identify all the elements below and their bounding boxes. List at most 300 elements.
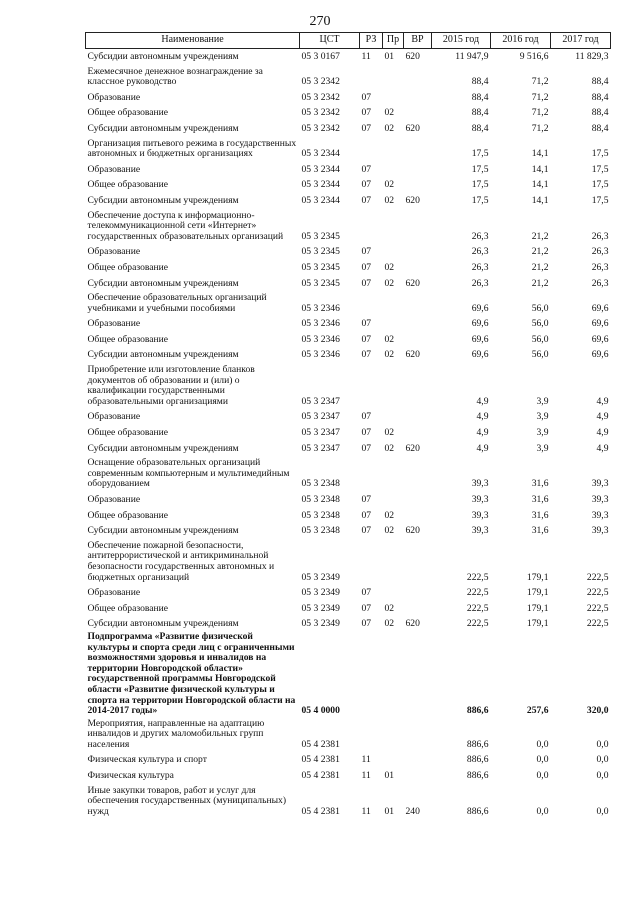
row-name: Организация питьевого режима в государственных автономных и бюджетных организациях bbox=[87, 137, 297, 160]
row-name: Субсидии автономным учреждениям bbox=[87, 442, 239, 454]
row-2016: 21,2 bbox=[531, 246, 549, 258]
row-pr bbox=[383, 632, 404, 717]
row-name: Субсидии автономным учреждениям bbox=[87, 618, 239, 630]
row-rz: 07 bbox=[361, 333, 372, 345]
table-row bbox=[86, 441, 611, 457]
row-cst: 05 3 2344 bbox=[301, 163, 340, 175]
budget-table bbox=[85, 32, 611, 819]
table-row bbox=[86, 752, 611, 768]
row-vr: 620 bbox=[405, 194, 420, 206]
table-row bbox=[86, 363, 611, 409]
table-row bbox=[86, 276, 611, 292]
row-name: Физическая культура bbox=[87, 770, 174, 782]
row-vr bbox=[404, 90, 432, 106]
row-2015: 222,5 bbox=[466, 602, 489, 614]
table-row bbox=[86, 784, 611, 820]
row-2017: 222,5 bbox=[586, 602, 609, 614]
table-row bbox=[86, 332, 611, 348]
row-cst: 05 3 2345 bbox=[301, 261, 340, 273]
row-name: Образование bbox=[87, 587, 141, 599]
row-name: Мероприятия, направленные на адаптацию инвалидов и других маломобильных групп населения bbox=[87, 717, 265, 750]
table-row bbox=[86, 49, 611, 65]
row-2016: 56,0 bbox=[531, 333, 549, 345]
table-row bbox=[86, 244, 611, 260]
row-rz: 07 bbox=[361, 411, 372, 423]
row-vr bbox=[404, 260, 432, 276]
table-body bbox=[86, 49, 611, 820]
row-2017: 26,3 bbox=[591, 261, 609, 273]
row-pr: 02 bbox=[384, 261, 395, 273]
row-cst: 05 3 2347 bbox=[301, 411, 340, 423]
row-rz bbox=[360, 539, 383, 585]
row-rz: 07 bbox=[361, 618, 372, 630]
row-rz: 07 bbox=[361, 509, 372, 521]
row-cst: 05 4 2381 bbox=[301, 770, 340, 782]
row-2015: 39,3 bbox=[471, 509, 489, 521]
row-pr: 02 bbox=[384, 333, 395, 345]
row-name: Субсидии автономным учреждениям bbox=[87, 525, 239, 537]
row-2016: 21,2 bbox=[531, 277, 549, 289]
row-pr: 02 bbox=[384, 107, 395, 119]
header-rz: РЗ bbox=[360, 33, 383, 49]
row-2017: 4,9 bbox=[596, 395, 609, 407]
row-pr: 02 bbox=[384, 509, 395, 521]
row-rz: 07 bbox=[361, 179, 372, 191]
row-2017: 17,5 bbox=[591, 148, 609, 160]
row-2016: 257,6 bbox=[526, 705, 549, 717]
row-name: Ежемесячное денежное вознаграждение за классное руководство bbox=[87, 65, 263, 88]
row-rz: 07 bbox=[361, 107, 372, 119]
row-vr bbox=[404, 585, 432, 601]
row-vr: 620 bbox=[405, 277, 420, 289]
header-vr: ВР bbox=[404, 33, 432, 49]
row-cst: 05 3 2347 bbox=[301, 427, 340, 439]
row-2017: 39,3 bbox=[591, 525, 609, 537]
row-rz bbox=[360, 65, 383, 90]
row-rz: 07 bbox=[361, 163, 372, 175]
row-pr bbox=[383, 90, 404, 106]
row-pr: 02 bbox=[384, 179, 395, 191]
row-cst: 05 3 2342 bbox=[301, 122, 340, 134]
row-pr: 01 bbox=[384, 51, 395, 62]
table-row bbox=[86, 260, 611, 276]
row-rz: 07 bbox=[361, 427, 372, 439]
row-name: Общее образование bbox=[87, 107, 169, 119]
row-cst: 05 3 2346 bbox=[301, 318, 340, 330]
row-rz: 07 bbox=[361, 122, 372, 134]
table-row bbox=[86, 177, 611, 193]
row-2016: 56,0 bbox=[531, 318, 549, 330]
row-vr bbox=[404, 137, 432, 162]
row-2016: 3,9 bbox=[536, 395, 549, 407]
row-pr: 02 bbox=[384, 525, 395, 537]
row-2016: 21,2 bbox=[531, 230, 549, 242]
header-2017: 2017 год bbox=[551, 33, 611, 49]
table-row bbox=[86, 90, 611, 106]
row-pr bbox=[383, 717, 404, 753]
row-2016: 9 516,6 bbox=[519, 51, 549, 62]
table-row bbox=[86, 768, 611, 784]
row-2015: 26,3 bbox=[471, 261, 489, 273]
row-rz: 07 bbox=[361, 349, 372, 361]
row-cst: 05 3 2348 bbox=[301, 478, 340, 490]
row-vr bbox=[404, 508, 432, 524]
row-2015: 4,9 bbox=[476, 411, 489, 423]
row-vr bbox=[404, 456, 432, 492]
row-vr bbox=[404, 105, 432, 121]
row-pr: 02 bbox=[384, 349, 395, 361]
row-cst: 05 3 2342 bbox=[301, 91, 340, 103]
row-2017: 88,4 bbox=[591, 122, 609, 134]
row-2017: 222,5 bbox=[586, 587, 609, 599]
row-2017: 88,4 bbox=[591, 76, 609, 88]
row-2017: 222,5 bbox=[586, 618, 609, 630]
row-cst: 05 3 2345 bbox=[301, 246, 340, 258]
row-2015: 222,5 bbox=[466, 587, 489, 599]
row-cst: 05 3 0167 bbox=[301, 51, 340, 62]
row-2016: 56,0 bbox=[531, 349, 549, 361]
table-row bbox=[86, 539, 611, 585]
row-name: Общее образование bbox=[87, 261, 169, 273]
row-name: Субсидии автономным учреждениям bbox=[87, 122, 239, 134]
row-pr: 02 bbox=[384, 122, 395, 134]
row-cst: 05 3 2349 bbox=[301, 587, 340, 599]
table-row bbox=[86, 632, 611, 717]
table-row bbox=[86, 162, 611, 178]
row-pr bbox=[383, 585, 404, 601]
row-name: Физическая культура и спорт bbox=[87, 754, 207, 766]
table-row bbox=[86, 316, 611, 332]
row-2017: 39,3 bbox=[591, 478, 609, 490]
row-vr bbox=[404, 177, 432, 193]
page-number: 270 bbox=[309, 14, 331, 29]
row-2016: 0,0 bbox=[536, 754, 549, 766]
row-rz: 07 bbox=[361, 587, 372, 599]
row-2016: 179,1 bbox=[526, 571, 549, 583]
table-row bbox=[86, 105, 611, 121]
table-row bbox=[86, 193, 611, 209]
row-name: Образование bbox=[87, 246, 141, 258]
row-pr: 02 bbox=[384, 427, 395, 439]
row-cst: 05 3 2347 bbox=[301, 442, 340, 454]
row-vr bbox=[404, 409, 432, 425]
row-rz: 07 bbox=[361, 194, 372, 206]
row-vr bbox=[404, 363, 432, 409]
row-rz: 11 bbox=[361, 805, 371, 817]
row-name: Субсидии автономным учреждениям bbox=[87, 277, 239, 289]
row-2015: 222,5 bbox=[466, 571, 489, 583]
row-2015: 17,5 bbox=[471, 148, 489, 160]
row-cst: 05 3 2342 bbox=[301, 107, 340, 119]
row-vr bbox=[404, 316, 432, 332]
row-2015: 17,5 bbox=[471, 179, 489, 191]
row-name: Общее образование bbox=[87, 333, 169, 345]
row-rz bbox=[360, 456, 383, 492]
row-2017: 69,6 bbox=[591, 333, 609, 345]
row-2016: 31,6 bbox=[531, 478, 549, 490]
table-row bbox=[86, 425, 611, 441]
row-pr bbox=[383, 316, 404, 332]
table-row bbox=[86, 409, 611, 425]
row-name: Общее образование bbox=[87, 509, 169, 521]
row-2016: 14,1 bbox=[531, 179, 549, 191]
row-2016: 31,6 bbox=[531, 509, 549, 521]
row-vr bbox=[404, 244, 432, 260]
row-2015: 886,6 bbox=[466, 770, 489, 782]
row-2017: 88,4 bbox=[591, 91, 609, 103]
row-2016: 71,2 bbox=[531, 91, 549, 103]
row-pr bbox=[383, 291, 404, 316]
row-cst: 05 3 2344 bbox=[301, 148, 340, 160]
row-name: Общее образование bbox=[87, 179, 169, 191]
row-pr: 02 bbox=[384, 602, 395, 614]
row-2016: 179,1 bbox=[526, 602, 549, 614]
row-2015: 69,6 bbox=[471, 349, 489, 361]
row-2016: 3,9 bbox=[536, 442, 549, 454]
row-pr bbox=[383, 244, 404, 260]
row-vr bbox=[404, 65, 432, 90]
row-cst: 05 3 2345 bbox=[301, 277, 340, 289]
row-vr: 240 bbox=[405, 805, 420, 817]
row-rz bbox=[360, 209, 383, 245]
row-2017: 0,0 bbox=[596, 754, 609, 766]
header-pr: Пр bbox=[383, 33, 404, 49]
row-cst: 05 3 2346 bbox=[301, 302, 340, 314]
row-vr: 620 bbox=[405, 51, 420, 62]
row-2015: 886,6 bbox=[466, 805, 489, 817]
row-2015: 39,3 bbox=[471, 478, 489, 490]
row-2016: 71,2 bbox=[531, 76, 549, 88]
row-rz bbox=[360, 363, 383, 409]
row-rz: 07 bbox=[361, 525, 372, 537]
row-cst: 05 3 2344 bbox=[301, 179, 340, 191]
row-pr bbox=[383, 65, 404, 90]
row-2016: 71,2 bbox=[531, 107, 549, 119]
row-vr: 620 bbox=[405, 349, 420, 361]
row-rz bbox=[360, 291, 383, 316]
header-2016: 2016 год bbox=[491, 33, 551, 49]
row-2017: 0,0 bbox=[596, 770, 609, 782]
row-name: Обеспечение пожарной безопасности, антитеррористической и антикриминальной безопасности государственных автономных и бюджетных организаций bbox=[87, 539, 275, 583]
row-rz: 11 bbox=[361, 51, 371, 62]
row-2017: 11 829,3 bbox=[575, 51, 609, 62]
row-rz: 11 bbox=[361, 754, 371, 766]
row-2017: 4,9 bbox=[596, 442, 609, 454]
row-pr bbox=[383, 162, 404, 178]
row-2017: 88,4 bbox=[591, 107, 609, 119]
table-row bbox=[86, 492, 611, 508]
row-vr bbox=[404, 539, 432, 585]
row-2015: 39,3 bbox=[471, 494, 489, 505]
row-2017: 69,6 bbox=[591, 302, 609, 314]
row-2015: 88,4 bbox=[471, 122, 489, 134]
row-2016: 3,9 bbox=[536, 427, 549, 439]
table-row bbox=[86, 508, 611, 524]
row-cst: 05 3 2347 bbox=[301, 395, 340, 407]
row-2016: 3,9 bbox=[536, 411, 549, 423]
row-2017: 17,5 bbox=[591, 179, 609, 191]
row-2015: 88,4 bbox=[471, 91, 489, 103]
row-cst: 05 3 2346 bbox=[301, 333, 340, 345]
row-2017: 0,0 bbox=[596, 738, 609, 750]
row-pr: 02 bbox=[384, 618, 395, 630]
row-2017: 4,9 bbox=[596, 411, 609, 423]
table-row bbox=[86, 601, 611, 617]
table-row bbox=[86, 456, 611, 492]
row-name: Образование bbox=[87, 318, 141, 330]
table-row bbox=[86, 291, 611, 316]
row-2017: 69,6 bbox=[591, 349, 609, 361]
row-2015: 88,4 bbox=[471, 107, 489, 119]
table-row bbox=[86, 347, 611, 363]
row-2016: 21,2 bbox=[531, 261, 549, 273]
row-2016: 31,6 bbox=[531, 525, 549, 537]
row-rz bbox=[360, 137, 383, 162]
row-name: Оснащение образовательных организаций современным компьютерным и мультимедийным оборудованием bbox=[87, 457, 290, 490]
row-pr bbox=[383, 137, 404, 162]
row-2015: 4,9 bbox=[476, 427, 489, 439]
row-2015: 222,5 bbox=[466, 618, 489, 630]
row-cst: 05 3 2345 bbox=[301, 230, 340, 242]
row-2016: 14,1 bbox=[531, 163, 549, 175]
row-name: Субсидии автономным учреждениям bbox=[87, 194, 239, 206]
row-name: Субсидии автономным учреждениям bbox=[87, 51, 239, 62]
table-header bbox=[86, 33, 611, 49]
row-2017: 26,3 bbox=[591, 230, 609, 242]
row-name: Образование bbox=[87, 91, 141, 103]
table-row bbox=[86, 137, 611, 162]
row-2017: 26,3 bbox=[591, 246, 609, 258]
row-pr bbox=[383, 752, 404, 768]
row-cst: 05 4 0000 bbox=[301, 705, 340, 717]
row-pr: 01 bbox=[384, 805, 395, 817]
row-rz: 07 bbox=[361, 442, 372, 454]
row-pr: 02 bbox=[384, 277, 395, 289]
row-rz: 07 bbox=[361, 261, 372, 273]
row-2016: 0,0 bbox=[536, 738, 549, 750]
row-cst: 05 3 2346 bbox=[301, 349, 340, 361]
row-vr bbox=[404, 492, 432, 508]
row-2017: 69,6 bbox=[591, 318, 609, 330]
row-cst: 05 3 2349 bbox=[301, 602, 340, 614]
row-rz: 07 bbox=[361, 277, 372, 289]
row-2015: 886,6 bbox=[466, 738, 489, 750]
row-vr bbox=[404, 291, 432, 316]
row-2017: 222,5 bbox=[586, 571, 609, 583]
row-2015: 11 947,9 bbox=[455, 51, 489, 62]
row-vr: 620 bbox=[405, 122, 420, 134]
header-row bbox=[86, 33, 611, 49]
row-cst: 05 3 2349 bbox=[301, 571, 340, 583]
row-name: Иные закупки товаров, работ и услуг для обеспечения государственных (муниципальных) нужд bbox=[87, 784, 287, 817]
table-row bbox=[86, 121, 611, 137]
row-name: Общее образование bbox=[87, 602, 169, 614]
row-rz bbox=[360, 717, 383, 753]
table-row bbox=[86, 616, 611, 632]
row-2017: 39,3 bbox=[591, 494, 609, 505]
row-name: Обеспечение образовательных организаций учебниками и учебными пособиями bbox=[87, 292, 267, 314]
row-2015: 39,3 bbox=[471, 525, 489, 537]
row-2016: 179,1 bbox=[526, 618, 549, 630]
row-cst: 05 4 2381 bbox=[301, 738, 340, 750]
row-rz: 11 bbox=[361, 770, 371, 782]
row-cst: 05 4 2381 bbox=[301, 754, 340, 766]
row-pr bbox=[383, 209, 404, 245]
row-vr bbox=[404, 632, 432, 717]
row-rz: 07 bbox=[361, 602, 372, 614]
row-name: Субсидии автономным учреждениям bbox=[87, 349, 239, 361]
row-2017: 0,0 bbox=[596, 805, 609, 817]
row-2017: 39,3 bbox=[591, 509, 609, 521]
row-pr bbox=[383, 539, 404, 585]
row-2016: 0,0 bbox=[536, 805, 549, 817]
row-name: Приобретение или изготовление бланков документов об образовании и (или) о квалификации государственными образовательными организациями bbox=[87, 364, 255, 407]
row-name: Образование bbox=[87, 494, 141, 505]
row-2017: 26,3 bbox=[591, 277, 609, 289]
row-vr bbox=[404, 717, 432, 753]
row-2016: 31,6 bbox=[531, 494, 549, 505]
table-row bbox=[86, 523, 611, 539]
row-rz: 07 bbox=[361, 91, 372, 103]
row-cst: 05 3 2348 bbox=[301, 494, 340, 505]
row-pr: 01 bbox=[384, 770, 395, 782]
row-2017: 17,5 bbox=[591, 194, 609, 206]
row-pr bbox=[383, 363, 404, 409]
row-vr bbox=[404, 162, 432, 178]
row-2015: 4,9 bbox=[476, 395, 489, 407]
row-name: Общее образование bbox=[87, 427, 169, 439]
row-rz: 07 bbox=[361, 494, 372, 505]
row-vr: 620 bbox=[405, 442, 420, 454]
row-pr bbox=[383, 492, 404, 508]
row-2015: 17,5 bbox=[471, 194, 489, 206]
header-2015: 2015 год bbox=[432, 33, 491, 49]
table-row bbox=[86, 717, 611, 753]
table-row bbox=[86, 209, 611, 245]
row-vr bbox=[404, 425, 432, 441]
table-row bbox=[86, 585, 611, 601]
row-vr bbox=[404, 209, 432, 245]
row-2015: 69,6 bbox=[471, 302, 489, 314]
row-2016: 71,2 bbox=[531, 122, 549, 134]
row-2016: 14,1 bbox=[531, 194, 549, 206]
row-2015: 4,9 bbox=[476, 442, 489, 454]
row-2015: 26,3 bbox=[471, 277, 489, 289]
row-2015: 88,4 bbox=[471, 76, 489, 88]
row-pr: 02 bbox=[384, 194, 395, 206]
row-cst: 05 4 2381 bbox=[301, 805, 340, 817]
row-vr bbox=[404, 601, 432, 617]
row-rz bbox=[360, 632, 383, 717]
row-2017: 17,5 bbox=[591, 163, 609, 175]
row-cst: 05 3 2349 bbox=[301, 618, 340, 630]
row-2015: 26,3 bbox=[471, 246, 489, 258]
header-name: Наименование bbox=[86, 33, 300, 49]
row-pr bbox=[383, 409, 404, 425]
row-pr: 02 bbox=[384, 442, 395, 454]
row-2015: 26,3 bbox=[471, 230, 489, 242]
header-cst: ЦСТ bbox=[300, 33, 360, 49]
row-rz: 07 bbox=[361, 246, 372, 258]
row-name: Образование bbox=[87, 411, 141, 423]
row-2017: 4,9 bbox=[596, 427, 609, 439]
row-2016: 56,0 bbox=[531, 302, 549, 314]
table-row bbox=[86, 65, 611, 90]
row-cst: 05 3 2342 bbox=[301, 76, 340, 88]
row-vr bbox=[404, 752, 432, 768]
row-2015: 886,6 bbox=[466, 705, 489, 717]
row-name: Образование bbox=[87, 163, 141, 175]
